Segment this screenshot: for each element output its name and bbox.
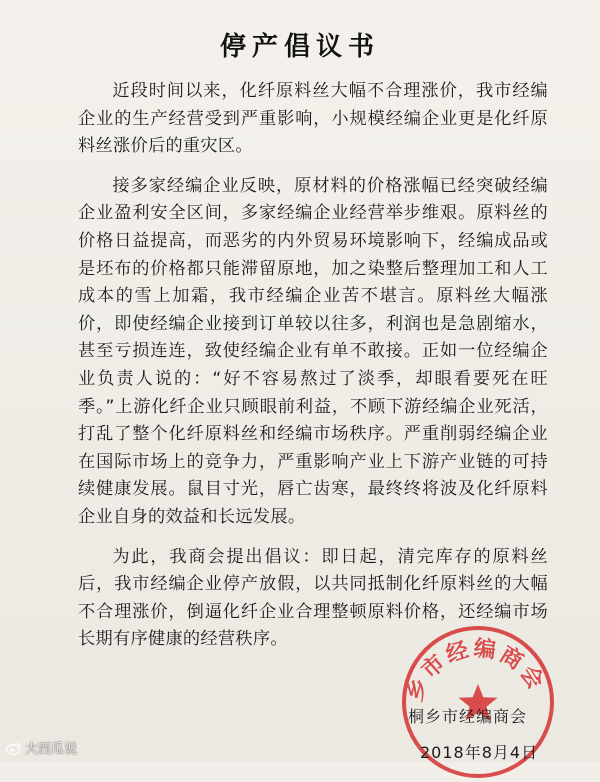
paragraph-proposal: 为此，我商会提出倡议：即日起，清完库存的原料丝后，我市经编企业停产放假，以共同抵制化纤原料丝的大幅不合理涨价，倒逼化纤企业合理整顿原料价格，还经编市场长期有序健康的经营秩序。 xyxy=(78,546,548,650)
signature-date: 2018年8月4日 xyxy=(420,743,539,762)
paragraph-details: 接多家经编企业反映，原材料的价格涨幅已经突破经编企业盈利安全区间，多家经编企业经营举步维艰。原料丝的价格日益提高，而恶劣的内外贸易环境影响下，经编成品或是坯布的价格都只能滞留原地，加之染整后整理加工和人工成本的雪上加霜，我市经编企业苦不堪言。原料丝大幅涨价，即使经编企业接到订单较以往多，利润也是急剧缩水，甚至亏损连连，致使经编企业有单不敢接。正如一位经编企业负责人说的：“好不容易熬过了淡季，却眼看要死在旺季。”上游化纤企业只顾眼前利益，不顾下游经编企业死活，打乱了整个化纤原料丝和经编市场秩序。严重削弱经编企业在国际市场上的竞争力，严重影响产业上下游产业链的可持续健康发展。鼠目寸光，唇亡齿寒，最终终将波及化纤原料企业自身的效益和长远发展。 xyxy=(78,175,548,527)
svg-text:乡市经编商会: 乡市经编商会 xyxy=(402,636,550,706)
document-body xyxy=(78,78,548,666)
document-title: 停产倡议书 xyxy=(219,32,380,62)
watermark-text: 大西瓜说 xyxy=(25,742,78,757)
watermark xyxy=(6,738,77,757)
weibo-logo-icon xyxy=(6,741,22,755)
signature-organization: 桐乡市经编商会 xyxy=(408,707,528,726)
paragraph-intro: 近段时间以来，化纤原料丝大幅不合理涨价，我市经编企业的生产经营受到严重影响，小规模经编企业更是化纤原料丝涨价后的重灾区。 xyxy=(78,81,548,157)
